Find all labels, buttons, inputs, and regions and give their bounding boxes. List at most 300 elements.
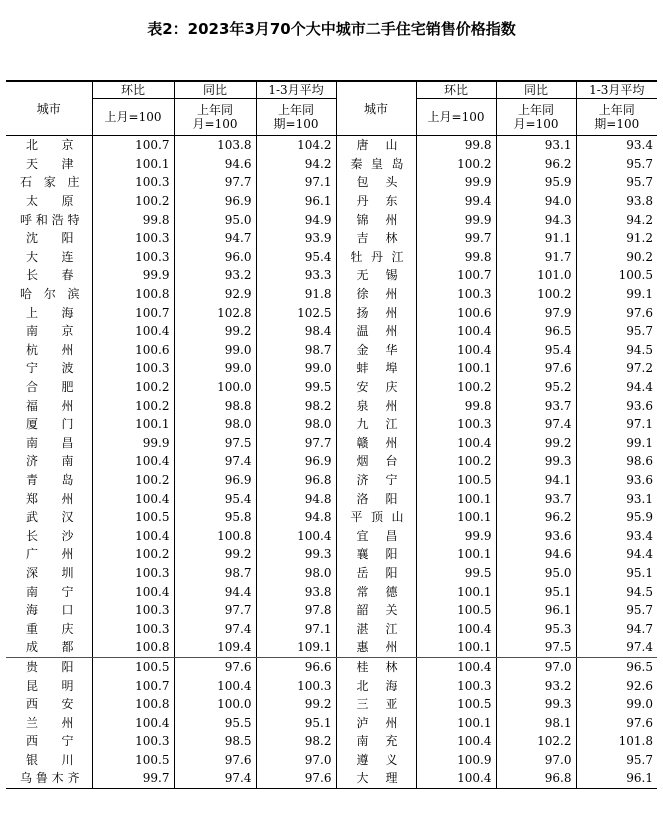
right-tb-cell: 96.8 xyxy=(496,769,576,788)
right-tb-cell: 97.0 xyxy=(496,657,576,676)
right-city-cell: 岳阳 xyxy=(336,564,416,583)
table-row xyxy=(6,713,657,732)
right-avg-cell: 97.1 xyxy=(576,415,657,434)
left-avg-cell: 100.3 xyxy=(256,676,336,695)
left-avg-cell: 94.8 xyxy=(256,508,336,527)
left-city-cell: 重庆 xyxy=(26,621,74,636)
right-tb-cell: 93.7 xyxy=(496,396,576,415)
right-avg-cell: 97.2 xyxy=(576,359,657,378)
left-city-cell: 上海 xyxy=(26,305,74,320)
left-avg-cell: 94.2 xyxy=(256,155,336,174)
left-tb-cell: 99.0 xyxy=(174,341,256,360)
right-city-cell: 金华 xyxy=(336,341,416,360)
right-avg-cell: 94.2 xyxy=(576,210,657,229)
right-city-cell: 泸州 xyxy=(336,713,416,732)
left-city-cell: 广州 xyxy=(26,547,74,562)
table-row xyxy=(6,545,657,564)
left-city-cell: 厦门 xyxy=(26,417,74,432)
left-city-cell: 南京 xyxy=(26,324,74,339)
table-row xyxy=(6,136,657,155)
left-tb-cell: 100.0 xyxy=(174,378,256,397)
right-city-cell: 大理 xyxy=(336,769,416,788)
left-city-cell: 海口 xyxy=(26,603,74,618)
right-avg-cell: 99.1 xyxy=(576,434,657,453)
price-index-table xyxy=(6,80,657,789)
right-city-cell: 三亚 xyxy=(336,695,416,714)
left-hb-cell: 100.2 xyxy=(92,192,174,211)
right-city-cell: 无锡 xyxy=(336,266,416,285)
table-row xyxy=(6,452,657,471)
left-avg-cell: 97.1 xyxy=(256,619,336,638)
avg-sub-right xyxy=(576,99,657,136)
left-city-cell: 呼和浩特 xyxy=(20,212,80,227)
table-row xyxy=(6,732,657,751)
right-tb-cell: 94.1 xyxy=(496,471,576,490)
left-hb-cell: 100.2 xyxy=(92,545,174,564)
left-hb-cell: 100.3 xyxy=(92,229,174,248)
right-hb-cell: 99.8 xyxy=(416,136,496,155)
left-avg-cell: 98.0 xyxy=(256,415,336,434)
right-tb-cell: 94.6 xyxy=(496,545,576,564)
right-hb-cell: 100.1 xyxy=(416,582,496,601)
left-tb-cell: 98.7 xyxy=(174,564,256,583)
right-hb-cell: 100.7 xyxy=(416,266,496,285)
right-tb-cell: 91.1 xyxy=(496,229,576,248)
right-hb-cell: 100.4 xyxy=(416,619,496,638)
right-city-cell: 锦州 xyxy=(336,210,416,229)
left-hb-cell: 100.7 xyxy=(92,303,174,322)
left-city-cell: 合肥 xyxy=(26,380,74,395)
right-city-cell: 扬州 xyxy=(336,303,416,322)
right-avg-cell: 93.6 xyxy=(576,396,657,415)
right-city-cell: 湛江 xyxy=(336,619,416,638)
left-tb-cell: 98.8 xyxy=(174,396,256,415)
right-avg-cell: 101.8 xyxy=(576,732,657,751)
left-hb-cell: 100.2 xyxy=(92,378,174,397)
right-city-cell: 蚌埠 xyxy=(336,359,416,378)
table-row xyxy=(6,619,657,638)
left-avg-cell: 95.1 xyxy=(256,713,336,732)
right-hb-cell: 100.5 xyxy=(416,695,496,714)
left-city-cell: 长沙 xyxy=(26,528,74,543)
right-avg-cell: 97.6 xyxy=(576,713,657,732)
table-row xyxy=(6,676,657,695)
left-tb-cell: 96.9 xyxy=(174,471,256,490)
right-avg-cell: 94.5 xyxy=(576,341,657,360)
hb-sub-right: 上月=100 xyxy=(416,99,496,136)
left-tb-cell: 100.4 xyxy=(174,676,256,695)
left-tb-cell: 95.4 xyxy=(174,489,256,508)
right-city-cell: 烟台 xyxy=(336,452,416,471)
right-city-cell: 徐州 xyxy=(336,285,416,304)
left-tb-cell: 100.0 xyxy=(174,695,256,714)
table-row xyxy=(6,155,657,174)
right-city-cell: 宜昌 xyxy=(336,526,416,545)
right-hb-cell: 100.4 xyxy=(416,341,496,360)
right-city-cell: 九江 xyxy=(336,415,416,434)
right-city-cell: 惠州 xyxy=(336,638,416,657)
right-hb-cell: 100.5 xyxy=(416,601,496,620)
right-hb-cell: 100.1 xyxy=(416,508,496,527)
right-avg-cell: 99.1 xyxy=(576,285,657,304)
page-title: 表2：2023年3月70个大中城市二手住宅销售价格指数 xyxy=(147,20,516,38)
right-tb-cell: 99.3 xyxy=(496,452,576,471)
table-row xyxy=(6,657,657,676)
left-city-cell: 银川 xyxy=(26,752,74,767)
right-hb-cell: 100.3 xyxy=(416,676,496,695)
left-hb-cell: 100.3 xyxy=(92,359,174,378)
table-row xyxy=(6,378,657,397)
left-avg-cell: 99.2 xyxy=(256,695,336,714)
table-row xyxy=(6,248,657,267)
right-city-cell: 包头 xyxy=(336,173,416,192)
right-avg-cell: 94.7 xyxy=(576,619,657,638)
left-avg-cell: 94.9 xyxy=(256,210,336,229)
avg-sub-right-text: 上年同 期=100 xyxy=(594,103,640,131)
left-avg-cell: 97.8 xyxy=(256,601,336,620)
left-city-cell: 济南 xyxy=(26,454,74,469)
right-city-cell: 南充 xyxy=(336,732,416,751)
left-hb-cell: 100.4 xyxy=(92,582,174,601)
left-avg-cell: 109.1 xyxy=(256,638,336,657)
left-hb-cell: 100.4 xyxy=(92,713,174,732)
tb-sub-right xyxy=(496,99,576,136)
right-hb-cell: 100.4 xyxy=(416,769,496,788)
left-tb-cell: 94.6 xyxy=(174,155,256,174)
table-row xyxy=(6,322,657,341)
left-city-cell: 天津 xyxy=(26,156,74,171)
tb-header-left: 同比 xyxy=(174,81,256,99)
right-avg-cell: 94.4 xyxy=(576,378,657,397)
city-header-left: 城市 xyxy=(6,81,92,136)
city-header-right: 城市 xyxy=(336,81,416,136)
left-tb-cell: 99.2 xyxy=(174,545,256,564)
left-tb-cell: 97.4 xyxy=(174,452,256,471)
table-row xyxy=(6,285,657,304)
table-row xyxy=(6,192,657,211)
left-city-cell: 兰州 xyxy=(26,715,74,730)
left-avg-cell: 91.8 xyxy=(256,285,336,304)
left-city-cell: 郑州 xyxy=(26,491,74,506)
table-row xyxy=(6,341,657,360)
left-avg-cell: 104.2 xyxy=(256,136,336,155)
right-tb-cell: 96.2 xyxy=(496,508,576,527)
left-tb-cell: 100.8 xyxy=(174,526,256,545)
left-city-cell: 青岛 xyxy=(26,472,74,487)
right-avg-cell: 95.7 xyxy=(576,601,657,620)
left-tb-cell: 97.4 xyxy=(174,619,256,638)
left-city-cell: 西宁 xyxy=(26,734,74,749)
right-hb-cell: 100.1 xyxy=(416,359,496,378)
right-city-cell: 北海 xyxy=(336,676,416,695)
left-avg-cell: 97.0 xyxy=(256,751,336,770)
table-row xyxy=(6,695,657,714)
left-avg-cell: 98.2 xyxy=(256,732,336,751)
right-avg-cell: 95.7 xyxy=(576,751,657,770)
right-tb-cell: 93.7 xyxy=(496,489,576,508)
left-city-cell: 贵阳 xyxy=(26,659,74,674)
right-tb-cell: 93.1 xyxy=(496,136,576,155)
right-tb-cell: 95.1 xyxy=(496,582,576,601)
avg-sub-left-text: 上年同 期=100 xyxy=(273,103,319,131)
right-avg-cell: 99.0 xyxy=(576,695,657,714)
left-tb-cell: 95.5 xyxy=(174,713,256,732)
left-tb-cell: 109.4 xyxy=(174,638,256,657)
right-hb-cell: 99.7 xyxy=(416,229,496,248)
left-tb-cell: 99.2 xyxy=(174,322,256,341)
right-hb-cell: 100.2 xyxy=(416,378,496,397)
table-row xyxy=(6,434,657,453)
left-avg-cell: 93.8 xyxy=(256,582,336,601)
right-city-cell: 韶关 xyxy=(336,601,416,620)
table-row xyxy=(6,751,657,770)
right-avg-cell: 96.5 xyxy=(576,657,657,676)
left-tb-cell: 94.4 xyxy=(174,582,256,601)
table-row xyxy=(6,638,657,657)
right-city-cell: 吉林 xyxy=(336,229,416,248)
left-city-cell: 哈尔滨 xyxy=(20,287,80,302)
table-row xyxy=(6,489,657,508)
right-tb-cell: 94.0 xyxy=(496,192,576,211)
table-row xyxy=(6,229,657,248)
right-avg-cell: 94.5 xyxy=(576,582,657,601)
left-city-cell: 南宁 xyxy=(26,584,74,599)
right-hb-cell: 99.9 xyxy=(416,210,496,229)
left-tb-cell: 97.5 xyxy=(174,434,256,453)
left-hb-cell: 100.1 xyxy=(92,155,174,174)
avg-sub-left xyxy=(256,99,336,136)
left-city-cell: 昆明 xyxy=(26,678,74,693)
right-avg-cell: 92.6 xyxy=(576,676,657,695)
left-tb-cell: 97.4 xyxy=(174,769,256,788)
right-hb-cell: 99.8 xyxy=(416,396,496,415)
left-tb-cell: 99.0 xyxy=(174,359,256,378)
left-avg-cell: 93.9 xyxy=(256,229,336,248)
right-hb-cell: 99.9 xyxy=(416,526,496,545)
left-hb-cell: 99.9 xyxy=(92,266,174,285)
left-tb-cell: 95.8 xyxy=(174,508,256,527)
right-avg-cell: 95.7 xyxy=(576,173,657,192)
right-city-cell: 济宁 xyxy=(336,471,416,490)
right-avg-cell: 95.1 xyxy=(576,564,657,583)
right-tb-cell: 102.2 xyxy=(496,732,576,751)
table-row xyxy=(6,601,657,620)
left-tb-cell: 102.8 xyxy=(174,303,256,322)
left-avg-cell: 98.2 xyxy=(256,396,336,415)
left-tb-cell: 97.6 xyxy=(174,751,256,770)
right-tb-cell: 95.4 xyxy=(496,341,576,360)
right-city-cell: 温州 xyxy=(336,322,416,341)
left-tb-cell: 97.7 xyxy=(174,173,256,192)
right-tb-cell: 95.3 xyxy=(496,619,576,638)
left-hb-cell: 100.4 xyxy=(92,489,174,508)
left-city-cell: 杭州 xyxy=(26,342,74,357)
right-avg-cell: 100.5 xyxy=(576,266,657,285)
right-city-cell: 桂林 xyxy=(336,657,416,676)
right-tb-cell: 98.1 xyxy=(496,713,576,732)
table-row xyxy=(6,303,657,322)
right-avg-cell: 97.4 xyxy=(576,638,657,657)
right-tb-cell: 96.5 xyxy=(496,322,576,341)
hb-header-right: 环比 xyxy=(416,81,496,99)
tb-sub-left xyxy=(174,99,256,136)
right-tb-cell: 95.9 xyxy=(496,173,576,192)
hb-header-left: 环比 xyxy=(92,81,174,99)
right-hb-cell: 100.6 xyxy=(416,303,496,322)
right-hb-cell: 100.4 xyxy=(416,434,496,453)
right-city-cell: 牡丹江 xyxy=(336,248,416,267)
left-city-cell: 成都 xyxy=(6,638,92,657)
right-hb-cell: 99.9 xyxy=(416,173,496,192)
left-hb-cell: 100.5 xyxy=(92,751,174,770)
right-hb-cell: 100.5 xyxy=(416,471,496,490)
left-hb-cell: 100.5 xyxy=(92,657,174,676)
left-hb-cell: 100.2 xyxy=(92,471,174,490)
left-city-cell: 石家庄 xyxy=(20,175,80,190)
hb-sub-left: 上月=100 xyxy=(92,99,174,136)
left-tb-cell: 96.0 xyxy=(174,248,256,267)
left-hb-cell: 100.3 xyxy=(92,248,174,267)
table-row xyxy=(6,210,657,229)
left-hb-cell: 100.4 xyxy=(92,452,174,471)
right-city-cell: 平顶山 xyxy=(336,508,416,527)
left-city-cell: 长春 xyxy=(26,268,74,283)
right-city-cell: 常德 xyxy=(336,582,416,601)
left-hb-cell: 100.3 xyxy=(92,564,174,583)
table-row xyxy=(6,564,657,583)
right-hb-cell: 100.9 xyxy=(416,751,496,770)
left-city-cell: 大连 xyxy=(26,249,74,264)
right-tb-cell: 93.6 xyxy=(496,526,576,545)
left-hb-cell: 100.4 xyxy=(92,526,174,545)
left-avg-cell: 102.5 xyxy=(256,303,336,322)
left-hb-cell: 100.4 xyxy=(92,322,174,341)
left-tb-cell: 94.7 xyxy=(174,229,256,248)
left-avg-cell: 99.3 xyxy=(256,545,336,564)
right-tb-cell: 96.1 xyxy=(496,601,576,620)
right-city-cell: 泉州 xyxy=(336,396,416,415)
right-hb-cell: 100.2 xyxy=(416,452,496,471)
left-city-cell: 武汉 xyxy=(26,510,74,525)
right-hb-cell: 100.1 xyxy=(416,545,496,564)
right-avg-cell: 95.9 xyxy=(576,508,657,527)
right-tb-cell: 96.2 xyxy=(496,155,576,174)
tb-header-right: 同比 xyxy=(496,81,576,99)
left-hb-cell: 99.8 xyxy=(92,210,174,229)
right-hb-cell: 100.1 xyxy=(416,638,496,657)
right-avg-cell: 93.8 xyxy=(576,192,657,211)
left-avg-cell: 93.3 xyxy=(256,266,336,285)
right-tb-cell: 97.4 xyxy=(496,415,576,434)
left-hb-cell: 100.3 xyxy=(92,601,174,620)
left-city-cell: 深圳 xyxy=(26,565,74,580)
table-row xyxy=(6,471,657,490)
table-row xyxy=(6,508,657,527)
left-avg-cell: 99.5 xyxy=(256,378,336,397)
left-avg-cell: 98.0 xyxy=(256,564,336,583)
right-city-cell: 洛阳 xyxy=(336,489,416,508)
left-hb-cell: 100.1 xyxy=(92,415,174,434)
left-hb-cell: 100.5 xyxy=(92,508,174,527)
right-avg-cell: 90.2 xyxy=(576,248,657,267)
left-tb-cell: 93.2 xyxy=(174,266,256,285)
right-tb-cell: 95.2 xyxy=(496,378,576,397)
left-hb-cell: 99.9 xyxy=(92,434,174,453)
right-avg-cell: 98.6 xyxy=(576,452,657,471)
left-tb-cell: 96.9 xyxy=(174,192,256,211)
right-tb-cell: 91.7 xyxy=(496,248,576,267)
right-hb-cell: 100.3 xyxy=(416,415,496,434)
avg-header-right: 1-3月平均 xyxy=(576,81,657,99)
left-hb-cell: 100.2 xyxy=(92,396,174,415)
left-hb-cell: 100.6 xyxy=(92,341,174,360)
right-tb-cell: 95.0 xyxy=(496,564,576,583)
right-city-cell: 赣州 xyxy=(336,434,416,453)
left-hb-cell: 100.3 xyxy=(92,173,174,192)
right-avg-cell: 93.4 xyxy=(576,136,657,155)
table-row xyxy=(6,396,657,415)
right-tb-cell: 97.5 xyxy=(496,638,576,657)
left-avg-cell: 96.6 xyxy=(256,657,336,676)
left-city-cell: 沈阳 xyxy=(26,231,74,246)
left-avg-cell: 94.8 xyxy=(256,489,336,508)
left-city-cell: 太原 xyxy=(26,194,74,209)
right-avg-cell: 94.4 xyxy=(576,545,657,564)
left-avg-cell: 97.1 xyxy=(256,173,336,192)
right-hb-cell: 99.8 xyxy=(416,248,496,267)
right-avg-cell: 93.6 xyxy=(576,471,657,490)
right-tb-cell: 97.0 xyxy=(496,751,576,770)
right-tb-cell: 100.2 xyxy=(496,285,576,304)
right-tb-cell: 101.0 xyxy=(496,266,576,285)
left-hb-cell: 100.8 xyxy=(92,695,174,714)
right-tb-cell: 97.9 xyxy=(496,303,576,322)
right-tb-cell: 99.2 xyxy=(496,434,576,453)
left-hb-cell: 99.7 xyxy=(92,769,174,788)
table-row xyxy=(6,415,657,434)
left-avg-cell: 98.7 xyxy=(256,341,336,360)
left-hb-cell: 100.3 xyxy=(92,732,174,751)
left-tb-cell: 92.9 xyxy=(174,285,256,304)
right-hb-cell: 100.1 xyxy=(416,489,496,508)
table-row xyxy=(6,769,657,788)
left-avg-cell: 96.8 xyxy=(256,471,336,490)
right-hb-cell: 100.2 xyxy=(416,155,496,174)
left-hb-cell: 100.8 xyxy=(92,285,174,304)
left-avg-cell: 97.6 xyxy=(256,769,336,788)
left-tb-cell: 97.6 xyxy=(174,657,256,676)
left-city-cell: 西安 xyxy=(26,697,74,712)
right-avg-cell: 96.1 xyxy=(576,769,657,788)
tb-sub-left-text: 上年同 月=100 xyxy=(192,103,238,131)
right-tb-cell: 94.3 xyxy=(496,210,576,229)
left-hb-cell: 100.8 xyxy=(92,638,174,657)
avg-header-left: 1-3月平均 xyxy=(256,81,336,99)
table-row xyxy=(6,359,657,378)
left-avg-cell: 95.4 xyxy=(256,248,336,267)
right-hb-cell: 100.3 xyxy=(416,285,496,304)
left-tb-cell: 98.5 xyxy=(174,732,256,751)
right-avg-cell: 95.7 xyxy=(576,322,657,341)
right-hb-cell: 100.4 xyxy=(416,322,496,341)
right-tb-cell: 97.6 xyxy=(496,359,576,378)
right-hb-cell: 99.4 xyxy=(416,192,496,211)
right-tb-cell: 99.3 xyxy=(496,695,576,714)
right-city-cell: 襄阳 xyxy=(336,545,416,564)
right-city-cell: 唐山 xyxy=(336,136,416,155)
left-tb-cell: 97.7 xyxy=(174,601,256,620)
left-tb-cell: 98.0 xyxy=(174,415,256,434)
